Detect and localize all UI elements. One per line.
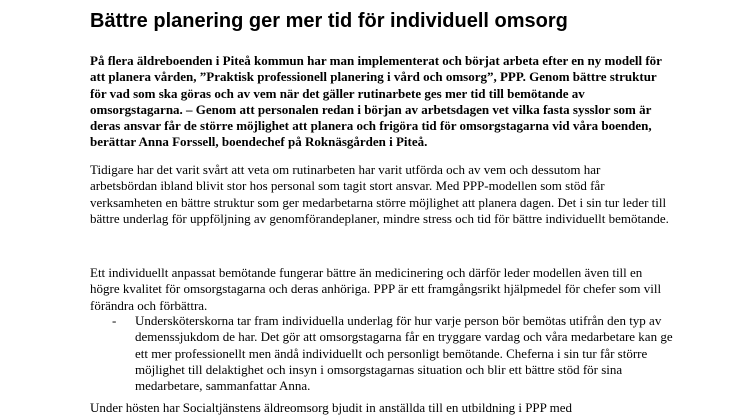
- article-lead: På flera äldreboenden i Piteå kommun har man implementerat och börjat arbeta efter en ny modell för att planera vården, ”Praktisk professionell planering i vård och omsorg”, PPP. Genom bättre struktur för vad som ska göras och av vem när det gäller rutinarbete ges mer tid till bemötande av omsorgstagarna. – Genom att personalen redan i början av arbetsdagen vet vilka fasta sysslor som är deras ansvar får de större möjlighet att planera och frigöra tid för omsorgstagarna vid våra boenden, berättar Anna Forssell, boendechef på Roknäsgården i Piteå.: [90, 53, 662, 150]
- bullet-text: Undersköterskorna tar fram individuella underlag för hur varje person bör bemötas utifrån den typ av demenssjukdom de har. Det gör att omsorgstagarna får en tryggare vardag och våra medarbetare kan ge ett mer professionellt men ändå individuellt och personligt bemötande. Cheferna i sin tur får större möjlighet till delaktighet och insyn i omsorgstagarnas situation och blir ett bättre stöd för sina medarbetare, sammanfattar Anna.: [135, 313, 673, 393]
- article-headline: Bättre planering ger mer tid för individuell omsorg: [90, 10, 568, 32]
- body-paragraph-3: Under hösten har Socialtjänstens äldreomsorg bjudit in anställda till en utbildning i PPP med: [90, 400, 573, 415]
- bullet-marker: -: [112, 313, 117, 328]
- body-paragraph-2: Ett individuellt anpassat bemötande fungerar bättre än medicinering och därför leder modellen även till en högre kvalitet för omsorgstagarna och deras anhöriga. PPP är ett framgångsrikt hjälpmedel för chefer som vill förändra och förbättra.: [90, 265, 662, 313]
- body-paragraph-1: Tidigare har det varit svårt att veta om rutinarbeten har varit utförda och av vem och dessutom har arbetsbördan ibland blivit stor hos personal som tagit stort ansvar. Med PPP-modellen som stöd får verksamheten en bättre struktur som ger medarbetarna större möjlighet att planera dagen. Det i sin tur leder till bättre underlag för uppföljning av genomförandeplaner, mindre stress och tid för bättre individuellt bemötande.: [90, 162, 669, 226]
